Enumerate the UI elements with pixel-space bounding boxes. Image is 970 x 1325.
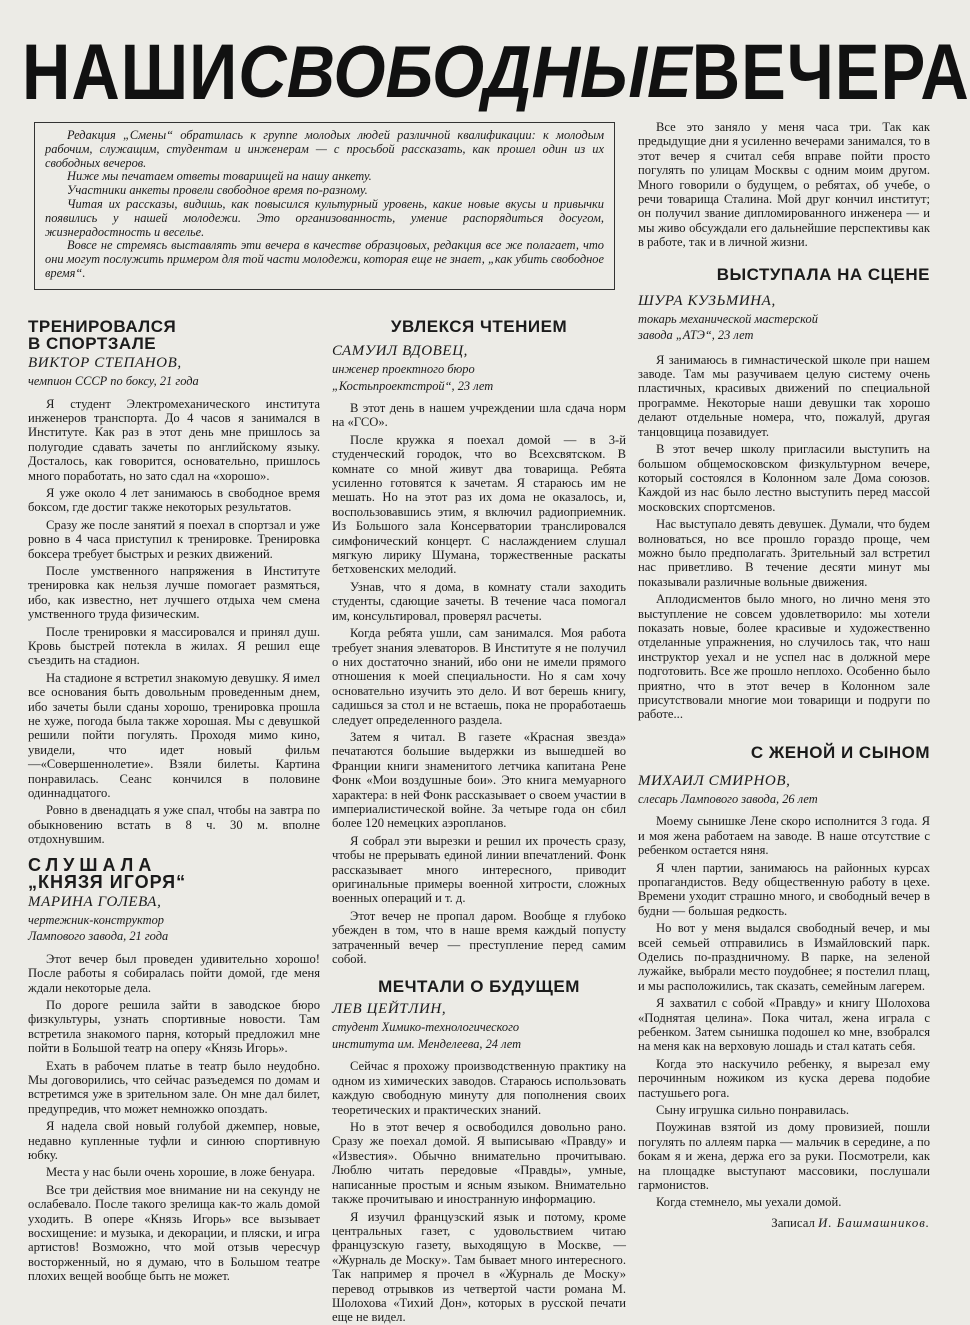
story-paragraph: Но в этот вечер я освободился довольно рано. Сразу же поехал домой. Я выписываю «Правду» и «Известия». Обычно внимательно прочитываю. Люблю читать передовые «Правды», умные, написанные простым и ясным языком. Внимательно также прочитываю и иностранную информацию. — [332, 1120, 626, 1207]
intro-paragraph: Вовсе не стремясь выставлять эти вечера в качестве образцовых, редакция все же полагает, что они могут послужить примером для той части молодежи, которая еще не знает, „как убить свободное время“. — [45, 238, 604, 280]
story-paragraph: Поужинав взятой из дому провизией, пошли погулять по аллеям парка — мальчик в середине, а по бокам я и жена, держа его за руки. Посмотрели, как на площадке выступают массовики, послушали гармонистов. — [638, 1120, 930, 1193]
headline-word-3: ВЕЧЕРА — [691, 28, 970, 117]
story-author: ЛЕВ ЦЕЙТЛИН, — [332, 1001, 447, 1018]
column-left — [28, 317, 320, 1284]
story-title-line: СЛУШАЛА — [28, 854, 157, 875]
story-paragraph: Но вот у меня выдался свободный вечер, и мы всей семьей отправились в Измайловский парк. Оделись по-праздничному. В парке, на зеленой лужайке, выбрали место поудобнее; я постелил плащ, и мы расположились, так сказать, семейным лагерем. — [638, 921, 930, 993]
story-paragraph: Я член партии, занимаюсь на районных курсах пропагандистов. Веду общественную работу в цехе. Времени уходит страшно много, и свободный вечер в будни — большая редкость. — [638, 860, 930, 918]
story-paragraph: Я собрал эти вырезки и решил их прочесть сразу, чтобы не прерывать единой линии впечатлений. Фонк рассказывает много интересного, приводит оригинальные примеры военной хитрости, сложных военных операций и т. д. — [332, 833, 626, 906]
story-title: УВЛЕКСЯ ЧТЕНИЕМ — [390, 317, 568, 336]
story-author-role: института им. Менделеева, 24 лет — [332, 1036, 522, 1051]
story-title-line: В СПОРТЗАЛЕ — [28, 334, 157, 353]
story-paragraph: На стадионе я встретил знакомую девушку. Я имел все основания быть довольным проведенным днем, ибо зачеты были сданы хорошо, тренировка прошла не хуже, погода была также хорошая. Мы с девушкой решили пойти погулять. Проходя мимо кино, увидели, что идет новый фильм—«Совершеннолетие». Взяли билеты. Картина понравилась. Сеанс кончился в половине одиннадцатого. — [28, 670, 320, 801]
story-paragraph: Этот вечер был проведен удивительно хорошо! После работы я собиралась пойти домой, где меня ждали некоторые дела. — [28, 951, 320, 995]
story-author-role: слесарь Лампового завода, 26 лет — [638, 791, 818, 806]
story-author-role: чемпион СССР по боксу, 21 года — [28, 374, 199, 388]
story-title-line: ТРЕНИРОВАЛСЯ — [28, 317, 177, 336]
story-author-role: завода „АТЭ“, 23 лет — [638, 328, 754, 343]
headline-word-1: НАШИ — [22, 28, 239, 117]
story-paragraph: Когда ребята ушли, сам занимался. Моя работа требует знания элеваторов. В Институте я не получил о них достаточно знаний, ибо они не имели прямого отношения к моей специальности. Но я сам хочу основательно изучить это дело. И вот берешь книгу, садишься за стол и не встаешь, пока не проработаешь следует определенного раздела. — [332, 626, 626, 727]
story-paragraph: Нас выступало девять девушек. Думали, что будем волноваться, но все прошло гораздо проще, чем можно было предполагать. Зрительный зал встретил нас приветливо. В течение десяти минут мы показывали различные вольные движения. — [638, 517, 930, 589]
editorial-intro-box — [34, 122, 615, 290]
story-paragraph: Когда стемнело, мы уехали домой. — [656, 1195, 842, 1210]
story-paragraph: Я надела свой новый голубой джемпер, новые, недавно купленные туфли и синюю спортивную юбку. — [28, 1119, 320, 1162]
story-chtenie — [332, 318, 626, 966]
story-title-line: „КНЯЗЯ ИГОРЯ“ — [28, 871, 187, 892]
story-author-role: инженер проектного бюро — [332, 362, 475, 376]
story-title — [28, 854, 320, 892]
story-paragraph: В этот день в нашем учреждении шла сдача норм на «ГСО». — [332, 401, 626, 430]
story-paragraph: Этот вечер не пропал даром. Вообще я глубоко убежден в том, что в наше время каждый попусту затраченный вечер — преступление перед самим собой. — [332, 908, 626, 967]
story-paragraph: Сразу же после занятий я поехал в спортзал и уже ровно в 4 часа приступил к тренировке. Тренировка боксера требует быстрых и резких движений. — [28, 517, 320, 561]
story-paragraph: Затем я читал. В газете «Красная звезда» печатаются большие выдержки из вышедшей во Франции книги знаменитого летчика капитана Рене Фонк «Мои воздушные бои». Это книга мемуарного характера: в ней Фонк рассказывает о своем участии в империалистической войне. За четыре года он сбил более 120 немецких аэропланов. — [332, 729, 626, 831]
intro-paragraph: Ниже мы печатаем ответы товарищей на нашу анкету. — [67, 169, 372, 184]
story-paragraph: Все три действия мое внимание ни на секунду не ослабевало. После такого зрелища как-то жаль домой уходить. В опере «Князь Игорь» все вызывает восхищение: и музыка, и декорации, и пляски, и игра артистов! Возможно, что мой отзыв чересчур восторженный, но я думаю, что в Большом театре плохих вещей вообще быть не может. — [28, 1182, 320, 1284]
story-title — [28, 318, 320, 352]
story-paragraph: Когда это наскучило ребенку, я вырезал ему перочинным ножиком из куска дерева подобие пастушьего рога. — [638, 1056, 930, 1100]
story-paragraph: Ровно в двенадцать я уже спал, чтобы на завтра по обыкновению встать в 8 ч. 30 м. вполне отдохнувшим. — [28, 803, 320, 847]
story-author: ВИКТОР СТЕПАНОВ, — [28, 355, 182, 371]
story-paragraph: Я изучил французский язык и потому, кроме центральных газет, с удовольствием читаю французскую газету, выходящую в Москве, — «Журналь де Моску». Там бывает много интересного. Так например я прочел в «Журналь де Моску» перевод отрывков из четвертой части романа М. Шолохова «Тихий Дон», которых в русской печати еще не видел. — [332, 1209, 626, 1325]
story-knyaz-igor — [28, 854, 320, 1284]
signature-name: И. Башмашников. — [818, 1215, 930, 1230]
story-paragraph: Узнав, что я дома, в комнату стали заходить студенты, сдающие зачеты. В течение часа помогал им, консультировал, проверял расчеты. — [332, 579, 626, 623]
story-paragraph: Я занимаюсь в гимнастической школе при нашем заводе. Там мы разучиваем целую систему очень пластичных, красивых движений по специальной программе. Некоторые наши девушки так хорошо делают отдельные номера, что, пожалуй, другая танцовщица позавидует. — [638, 352, 930, 439]
story-paragraph-continued: Все это заняло у меня часа три. Так как предыдущие дни я усиленно вечерами занимался, то в этот вечер я считал себя вправе пойти просто погулять по улицам Москвы с одним моим другом. Много говорили о будущем, о ребятах, об учебе, о речи товарища Сталина. Мой друг кончил институт; он получил звание дипломированного инженера — и мы живо обсуждали его дальнейшие перспективы как в работе, так и в личной жизни. — [638, 120, 930, 250]
story-paragraph: В этот вечер школу пригласили выступить на большом общемосковском физкультурном вечере, который состоялся в Колонном зале Дома союзов. Каждой из нас было лестно выступить перед массой московских спортсменов. — [638, 442, 930, 514]
story-title: С ЖЕНОЙ И СЫНОМ — [750, 742, 930, 762]
story-sportzal — [28, 318, 320, 847]
intro-paragraph: Редакция „Смены“ обратилась к группе молодых людей различной квалификации: к молодым рабочим, служащим, студентам и инженерам — с просьбой рассказать, как прошел один из их свободных вечеров. — [45, 128, 604, 170]
signature-label: Записал — [771, 1215, 815, 1230]
story-paragraph: По дороге решила зайти в заводское бюро физкультуры, узнать спортивные новости. Там встретила знакомого парня, который предложил мне пойти в Большой театр на оперу «Князь Игорь». — [28, 997, 320, 1056]
story-author-role: чертежник-конструктор — [28, 912, 164, 927]
page-headline — [22, 28, 970, 117]
recorded-by-signature — [638, 1216, 930, 1230]
story-paragraph: Я студент Электромеханического института инженеров транспорта. До 4 часов я занимался в Институте. Как раз в этот день мне пришлось за полугодие сдавать зачеты по английскому языку. Досталось, как говорится, основательно, пришлось много поработать, но зато сдал на «хорошо». — [28, 396, 320, 483]
story-paragraph: Моему сынишке Лене скоро исполнится 3 года. Я и моя жена работаем на заводе. В наше отсутствие с ребенком остается няня. — [638, 814, 930, 858]
story-paragraph: После умственного напряжения в Институте тренировка как нельзя лучше помогает размяться, ибо, как известно, нет лучшего отдыха чем смена умственного труда физическим. — [28, 563, 320, 622]
story-paragraph: Аплодисментов было много, но лично меня это выступление не совсем удовлетворило: мы хотели показать новые, более красивые и художественно отделанные упражнения, но случилось так, что наш инструктор уехал и не успел нас в должной мере подготовить. Все же прошло неплохо. Особенно было приятно, что в этот вечер в Колонном зале присутствовали многие мои товарищи и подруги по работе... — [638, 592, 930, 722]
story-author: МАРИНА ГОЛЕВА, — [28, 893, 162, 910]
story-semya — [638, 744, 930, 1230]
story-paragraph: Места у нас были очень хорошие, в ложе бенуара. — [46, 1165, 315, 1180]
column-middle — [332, 317, 626, 1325]
intro-paragraph: Участники анкеты провели свободное время по-разному. — [67, 183, 368, 198]
story-paragraph: Сыну игрушка сильно понравилась. — [656, 1103, 849, 1118]
story-author-role: студент Химико-технологического — [332, 1020, 520, 1035]
story-paragraph: Я уже около 4 лет занимаюсь в свободное время боксом, где достиг также некоторых результатов. — [28, 485, 320, 515]
story-title: МЕЧТАЛИ О БУДУЩЕМ — [378, 977, 580, 997]
story-paragraph: Я захватил с собой «Правду» и книгу Шолохова «Поднятая целина». Пока читал, жена играла с ребенком. Затем сынишка подошел ко мне, взобрался на меня как на верховую лошадь и стал катать себя. — [638, 996, 930, 1054]
story-author-role: токарь механической мастерской — [638, 311, 818, 326]
story-paragraph: После кружка я поехал домой — в 3-й студенческий городок, что во Всехсвятском. В комнате со мной живут два товарища. Ребята усиленно готовятся к зачетам. Я стараюсь им не мешать. Но на этот раз их дома не оказалось, и, воспользовавшись этим, я включил радиоприемник. Из Большого зала Консерватории транслировался симфонический концерт. С наслаждением слушал мягкую лирику Шумана, торжественные раскаты бетховенских мелодий. — [332, 432, 626, 577]
story-author: МИХАИЛ СМИРНОВ, — [638, 772, 791, 789]
story-author: ШУРА КУЗЬМИНА, — [638, 292, 776, 309]
story-paragraph: Ехать в рабочем платье в театр было неудобно. Мы договорились, что сейчас разъедемся по домам и встретимся уже в зрительном зале. Он мне дал билет, предупредив, что может немножко опоздать. — [28, 1058, 320, 1116]
column-right — [638, 120, 930, 1280]
intro-paragraph: Читая их рассказы, видишь, как повысился культурный уровень, какие новые вкусы и привычки появились у нашей молодежи. Это организованность, умение распорядиться досугом, жизнерадостность и веселье. — [45, 196, 604, 239]
story-budushchee — [332, 978, 626, 1324]
story-title: ВЫСТУПАЛА НА СЦЕНЕ — [716, 264, 930, 284]
story-scena — [638, 266, 930, 722]
story-author: САМУИЛ ВДОВЕЦ, — [332, 343, 468, 359]
story-paragraph: Сейчас я прохожу производственную практику на одном из химических заводов. Стараюсь использовать каждую свободную минуту для пополнения своих теоретических и практических знаний. — [332, 1059, 626, 1117]
story-author-role: „Костьпроектстрой“, 23 лет — [332, 378, 494, 393]
headline-word-2: СВОБОДНЫЕ — [238, 31, 692, 114]
story-author-role: Лампового завода, 21 года — [28, 929, 169, 944]
story-paragraph: После тренировки я массировался и принял душ. Кровь быстрей потекла в жилах. Я решил еще съездить на стадион. — [28, 624, 320, 668]
